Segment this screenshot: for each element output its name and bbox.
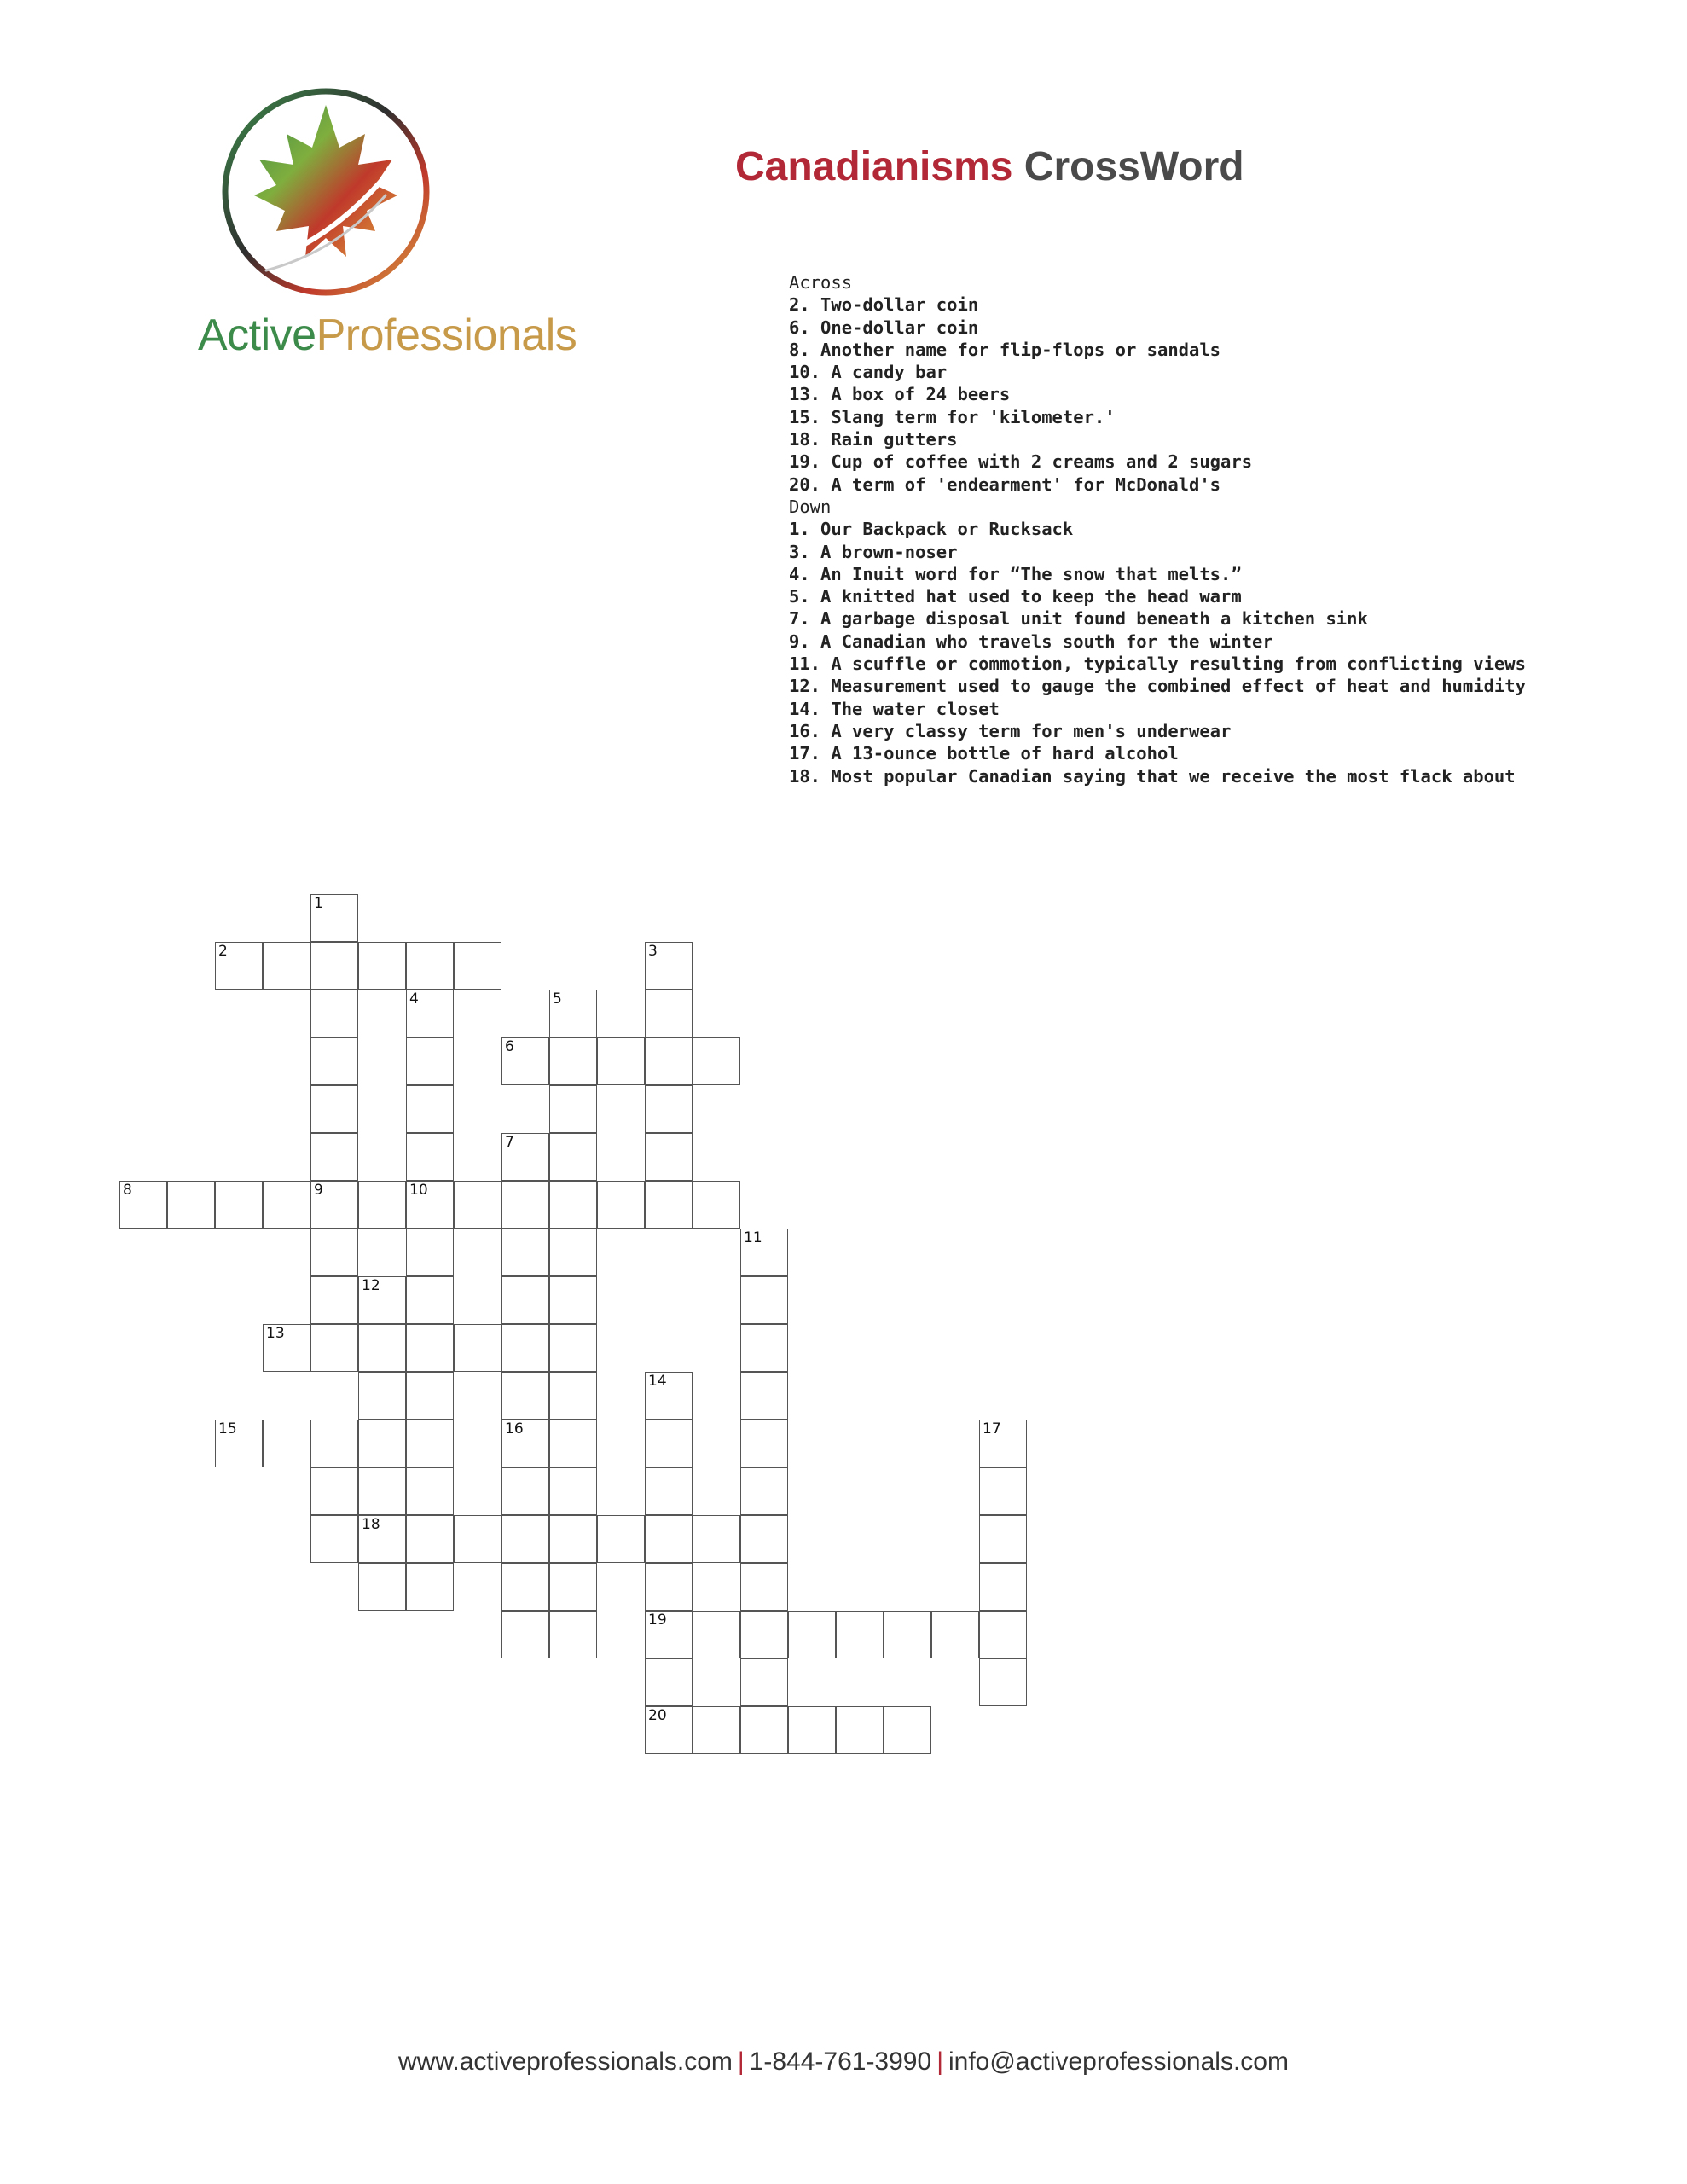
down-clue: 17. A 13-ounce bottle of hard alcohol xyxy=(789,743,1179,764)
crossword-cell[interactable] xyxy=(836,1706,884,1754)
across-clue: 13. A box of 24 beers xyxy=(789,384,1011,405)
crossword-cell-number: 7 xyxy=(505,1134,514,1151)
page-header xyxy=(0,0,1687,787)
crossword-cell[interactable] xyxy=(406,942,454,990)
crossword-cell-numbered[interactable] xyxy=(740,1228,788,1276)
crossword-cell[interactable] xyxy=(979,1515,1027,1563)
crossword-cell[interactable] xyxy=(979,1658,1027,1706)
crossword-cell-numbered[interactable] xyxy=(215,1420,263,1467)
crossword-cell[interactable] xyxy=(406,1563,454,1611)
crossword-cell[interactable] xyxy=(310,942,358,990)
crossword-cell-numbered[interactable] xyxy=(310,1181,358,1228)
crossword-cell[interactable] xyxy=(549,1611,597,1658)
crossword-cell[interactable] xyxy=(549,1515,597,1563)
across-clue: 8. Another name for flip-flops or sandals xyxy=(789,339,1221,360)
crossword-cell[interactable] xyxy=(645,1515,693,1563)
footer-email[interactable]: info@activeprofessionals.com xyxy=(948,2048,1289,2076)
crossword-cell[interactable] xyxy=(358,1420,406,1467)
crossword-cell[interactable] xyxy=(358,1181,406,1228)
crossword-cell[interactable] xyxy=(263,1420,310,1467)
crossword-cell[interactable] xyxy=(645,1563,693,1611)
crossword-cell[interactable] xyxy=(740,1420,788,1467)
crossword-cell-number: 16 xyxy=(505,1420,524,1438)
crossword-cell[interactable] xyxy=(358,1324,406,1372)
crossword-cell[interactable] xyxy=(406,1467,454,1515)
crossword-cell-number: 8 xyxy=(123,1182,132,1199)
crossword-cell[interactable] xyxy=(979,1467,1027,1515)
crossword-cell[interactable] xyxy=(406,1228,454,1276)
crossword-cell[interactable] xyxy=(501,1181,549,1228)
down-clue: 9. A Canadian who travels south for the winter xyxy=(789,630,1273,652)
crossword-cell-numbered[interactable] xyxy=(358,1515,406,1563)
down-clue: 18. Most popular Canadian saying that we receive the most flack about xyxy=(789,765,1516,787)
crossword-cell[interactable] xyxy=(740,1467,788,1515)
crossword-cell-numbered[interactable] xyxy=(549,990,597,1037)
crossword-cell[interactable] xyxy=(645,1133,693,1181)
crossword-cell[interactable] xyxy=(597,1181,645,1228)
crossword-cell-number: 19 xyxy=(648,1612,667,1629)
crossword-cell-number: 2 xyxy=(218,943,228,960)
crossword-cell[interactable] xyxy=(310,1037,358,1085)
crossword-cell[interactable] xyxy=(740,1372,788,1420)
crossword-cell-numbered[interactable] xyxy=(358,1276,406,1324)
crossword-cell[interactable] xyxy=(549,1085,597,1133)
footer-separator: | xyxy=(936,2048,943,2076)
page-title xyxy=(735,143,1244,190)
crossword-cell[interactable] xyxy=(501,1563,549,1611)
crossword-cell[interactable] xyxy=(406,1085,454,1133)
maple-leaf-in-circle-logo xyxy=(215,81,437,303)
crossword-cell[interactable] xyxy=(454,1324,501,1372)
crossword-cell[interactable] xyxy=(406,1133,454,1181)
down-clue: 11. A scuffle or commotion, typically resulting from conflicting views xyxy=(789,653,1526,675)
crossword-cell[interactable] xyxy=(549,1133,597,1181)
crossword-cell[interactable] xyxy=(501,1276,549,1324)
across-heading: Across xyxy=(789,272,853,293)
crossword-cell-numbered[interactable] xyxy=(501,1420,549,1467)
crossword-cell[interactable] xyxy=(501,1467,549,1515)
crossword-cell[interactable] xyxy=(454,1515,501,1563)
crossword-cell-numbered[interactable] xyxy=(406,1181,454,1228)
down-clue: 12. Measurement used to gauge the combined effect of heat and humidity xyxy=(789,676,1526,697)
crossword-cell[interactable] xyxy=(693,1611,740,1658)
across-clue: 15. Slang term for 'kilometer.' xyxy=(789,406,1116,427)
crossword-cell-number: 17 xyxy=(983,1420,1001,1438)
crossword-cell[interactable] xyxy=(740,1706,788,1754)
crossword-cell[interactable] xyxy=(645,990,693,1037)
crossword-cell[interactable] xyxy=(645,1420,693,1467)
crossword-cell[interactable] xyxy=(406,1324,454,1372)
crossword-cell[interactable] xyxy=(549,1276,597,1324)
crossword-cell-numbered[interactable] xyxy=(645,1706,693,1754)
crossword-cell[interactable] xyxy=(406,1420,454,1467)
crossword-cell[interactable] xyxy=(358,1467,406,1515)
crossword-cell[interactable] xyxy=(645,1467,693,1515)
crossword-cell[interactable] xyxy=(979,1611,1027,1658)
crossword-cell[interactable] xyxy=(645,1085,693,1133)
logo-wordmark-first: Active xyxy=(198,311,316,360)
crossword-cell[interactable] xyxy=(310,1085,358,1133)
crossword-cell-number: 1 xyxy=(314,895,323,912)
crossword-cell-numbered[interactable] xyxy=(501,1037,549,1085)
crossword-cell[interactable] xyxy=(310,1276,358,1324)
logo-wordmark xyxy=(198,310,577,361)
down-clue: 16. A very classy term for men's underwear xyxy=(789,720,1232,741)
crossword-cell[interactable] xyxy=(979,1563,1027,1611)
across-clue: 19. Cup of coffee with 2 creams and 2 sugars xyxy=(789,451,1253,473)
crossword-cell-number: 12 xyxy=(362,1277,380,1294)
crossword-cell-number: 10 xyxy=(409,1182,428,1199)
crossword-cell[interactable] xyxy=(215,1181,263,1228)
page-title-primary: Canadianisms xyxy=(735,144,1013,189)
crossword-cell[interactable] xyxy=(549,1372,597,1420)
crossword-cell[interactable] xyxy=(263,942,310,990)
crossword-cell[interactable] xyxy=(740,1515,788,1563)
crossword-cell[interactable] xyxy=(884,1611,931,1658)
crossword-cell[interactable] xyxy=(549,1228,597,1276)
crossword-cell[interactable] xyxy=(406,1037,454,1085)
across-clue: 10. A candy bar xyxy=(789,362,948,383)
crossword-cell[interactable] xyxy=(645,1658,693,1706)
crossword-cell[interactable] xyxy=(836,1611,884,1658)
crossword-cell[interactable] xyxy=(693,1515,740,1563)
crossword-cell-numbered[interactable] xyxy=(645,1372,693,1420)
crossword-cell[interactable] xyxy=(310,1228,358,1276)
crossword-cell[interactable] xyxy=(645,1037,693,1085)
crossword-cell[interactable] xyxy=(549,1181,597,1228)
crossword-cell[interactable] xyxy=(549,1037,597,1085)
crossword-cell[interactable] xyxy=(740,1276,788,1324)
across-clue: 20. A term of 'endearment' for McDonald's xyxy=(789,473,1221,495)
crossword-cell[interactable] xyxy=(310,1515,358,1563)
crossword-cell[interactable] xyxy=(549,1467,597,1515)
crossword-cell[interactable] xyxy=(788,1611,836,1658)
crossword-cell[interactable] xyxy=(501,1611,549,1658)
crossword-cell[interactable] xyxy=(263,1181,310,1228)
crossword-cell-numbered[interactable] xyxy=(406,990,454,1037)
crossword-cell-numbered[interactable] xyxy=(645,1611,693,1658)
crossword-cell-numbered[interactable] xyxy=(119,1181,167,1228)
across-clue: 18. Rain gutters xyxy=(789,429,958,450)
down-clue: 3. A brown-noser xyxy=(789,541,958,562)
crossword-cell[interactable] xyxy=(454,942,501,990)
crossword-cell[interactable] xyxy=(597,1515,645,1563)
crossword-cell[interactable] xyxy=(740,1563,788,1611)
crossword-cell[interactable] xyxy=(310,1467,358,1515)
crossword-cell[interactable] xyxy=(549,1420,597,1467)
crossword-cell[interactable] xyxy=(501,1515,549,1563)
clue-list xyxy=(789,271,1642,787)
logo xyxy=(198,81,577,422)
crossword-cell-numbered[interactable] xyxy=(215,942,263,990)
down-clue: 5. A knitted hat used to keep the head warm xyxy=(789,586,1242,607)
crossword-cell-number: 15 xyxy=(218,1420,237,1438)
crossword-cell[interactable] xyxy=(358,1372,406,1420)
crossword-cell[interactable] xyxy=(358,942,406,990)
crossword-cell-number: 18 xyxy=(362,1516,380,1533)
down-clue: 1. Our Backpack or Rucksack xyxy=(789,519,1074,540)
crossword-cell[interactable] xyxy=(310,990,358,1037)
crossword-cell-numbered[interactable] xyxy=(645,942,693,990)
crossword-cell[interactable] xyxy=(645,1181,693,1228)
crossword-cell-number: 14 xyxy=(648,1373,667,1390)
crossword-cell-numbered[interactable] xyxy=(263,1324,310,1372)
crossword-cell[interactable] xyxy=(406,1276,454,1324)
crossword-cell[interactable] xyxy=(310,1420,358,1467)
crossword-cell-number: 20 xyxy=(648,1707,667,1724)
crossword-cell[interactable] xyxy=(788,1706,836,1754)
crossword-cell[interactable] xyxy=(693,1037,740,1085)
crossword-cell-numbered[interactable] xyxy=(979,1420,1027,1467)
crossword-cell[interactable] xyxy=(406,1372,454,1420)
crossword-cell[interactable] xyxy=(740,1324,788,1372)
crossword-cell[interactable] xyxy=(931,1611,979,1658)
crossword-cell-number: 4 xyxy=(409,990,419,1008)
crossword-cell-number: 13 xyxy=(266,1325,285,1342)
crossword-cell[interactable] xyxy=(740,1658,788,1706)
crossword-cell[interactable] xyxy=(406,1515,454,1563)
crossword-cell[interactable] xyxy=(740,1611,788,1658)
crossword-cell-number: 3 xyxy=(648,943,658,960)
across-clue: 6. One-dollar coin xyxy=(789,317,979,338)
crossword-cell[interactable] xyxy=(693,1706,740,1754)
crossword-cell-numbered[interactable] xyxy=(310,894,358,942)
down-clue: 7. A garbage disposal unit found beneath a kitchen sink xyxy=(789,608,1368,630)
footer-separator: | xyxy=(737,2048,745,2076)
crossword-cell[interactable] xyxy=(454,1181,501,1228)
crossword-cell[interactable] xyxy=(693,1181,740,1228)
footer-website[interactable]: www.activeprofessionals.com xyxy=(398,2048,733,2076)
crossword-cell-number: 5 xyxy=(553,990,562,1008)
crossword-cell[interactable] xyxy=(501,1324,549,1372)
footer xyxy=(0,2048,1687,2077)
crossword-cell[interactable] xyxy=(549,1324,597,1372)
crossword-cell[interactable] xyxy=(884,1706,931,1754)
crossword-cell-number: 6 xyxy=(505,1038,514,1055)
crossword-cell[interactable] xyxy=(358,1563,406,1611)
crossword-cell[interactable] xyxy=(310,1324,358,1372)
crossword-cell[interactable] xyxy=(167,1181,215,1228)
crossword-cell[interactable] xyxy=(597,1037,645,1085)
page-title-secondary: CrossWord xyxy=(1023,144,1244,189)
crossword-cell[interactable] xyxy=(501,1372,549,1420)
across-clue: 2. Two-dollar coin xyxy=(789,294,979,316)
crossword-cell[interactable] xyxy=(310,1133,358,1181)
logo-wordmark-second: Professionals xyxy=(316,311,577,360)
down-heading: Down xyxy=(789,496,832,517)
crossword-cell[interactable] xyxy=(549,1563,597,1611)
crossword-cell[interactable] xyxy=(501,1228,549,1276)
crossword-cell-number: 9 xyxy=(314,1182,323,1199)
footer-phone[interactable]: 1-844-761-3990 xyxy=(749,2048,932,2076)
crossword-cell-number: 11 xyxy=(744,1229,762,1246)
crossword-cell-numbered[interactable] xyxy=(501,1133,549,1181)
down-clue: 14. The water closet xyxy=(789,698,1000,719)
down-clue: 4. An Inuit word for “The snow that melts.” xyxy=(789,563,1242,584)
